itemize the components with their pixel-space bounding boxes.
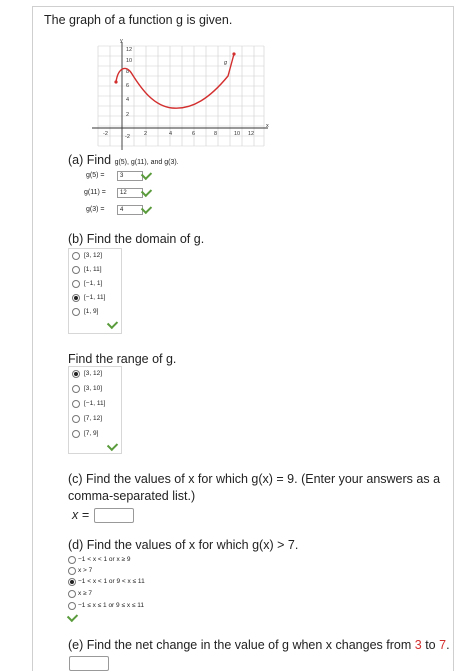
range-radio[interactable] <box>72 385 80 393</box>
range-radio[interactable] <box>72 400 80 408</box>
inequality-radio[interactable] <box>68 567 76 575</box>
part-e-title <box>68 638 450 652</box>
domain-radio-selected[interactable] <box>72 294 80 302</box>
x-tick-label: 4 <box>169 131 173 137</box>
inequality-radio[interactable] <box>68 590 76 598</box>
range-option-label: [−1, 11] <box>84 400 106 407</box>
range-title: Find the range of g. <box>68 352 177 366</box>
part-e-to-value: 7 <box>439 638 447 652</box>
part-a-title <box>68 153 179 167</box>
y-tick-label: -2 <box>125 134 130 140</box>
curve-label: g <box>224 60 228 66</box>
y-tick-label: 2 <box>126 112 130 118</box>
curve-endpoint <box>114 80 117 83</box>
part-a-label: (a) Find <box>68 153 112 167</box>
y-tick-label: 12 <box>126 47 133 53</box>
part-e-to-word: to <box>425 638 436 652</box>
x-tick-label: 10 <box>234 131 241 137</box>
g3-answer[interactable]: 4 <box>117 205 143 215</box>
g5-label: g(5) = <box>86 172 105 179</box>
y-tick-label: 8 <box>126 69 130 75</box>
x-axis-label: x <box>266 123 269 129</box>
y-tick-label: 10 <box>126 58 133 64</box>
range-option-label: [7, 12] <box>84 415 103 422</box>
y-tick-label: 4 <box>126 97 130 103</box>
domain-option-label: [3, 12] <box>84 252 103 259</box>
part-a-functions: g(5), g(11), and g(3). <box>114 159 179 166</box>
question-prompt: The graph of a function g is given. <box>44 13 233 27</box>
domain-option-label: [−1, 1] <box>84 280 103 287</box>
part-e-from-value: 3 <box>414 638 422 652</box>
y-tick-label: 6 <box>126 83 130 89</box>
inequality-option-label: −1 ≤ x ≤ 1 or 9 ≤ x ≤ 11 <box>78 602 144 609</box>
inequality-radio[interactable] <box>68 602 76 610</box>
g11-answer[interactable]: 12 <box>117 188 143 198</box>
domain-option-label: [−1, 11] <box>84 294 106 301</box>
x-tick-label: 12 <box>248 131 255 137</box>
part-e-end: . <box>446 638 450 652</box>
g3-label: g(3) = <box>86 206 105 213</box>
part-c-title: (c) Find the values of x for which g(x) = 9. (Enter your answers as a <box>68 472 441 486</box>
x-tick-label: 6 <box>192 131 196 137</box>
inequality-option-label: x ≥ 7 <box>78 590 93 597</box>
x-tick-label: 8 <box>214 131 218 137</box>
domain-radio[interactable] <box>72 266 80 274</box>
range-option-label: [7, 9] <box>84 430 99 437</box>
part-d-title: (d) Find the values of x for which g(x) > 7. <box>68 538 299 552</box>
domain-radio[interactable] <box>72 308 80 316</box>
range-option-label: [3, 10] <box>84 385 103 392</box>
inequality-radio[interactable] <box>68 556 76 564</box>
inequality-option-label: −1 < x < 1 or 9 < x ≤ 11 <box>78 578 145 585</box>
curve-g <box>116 54 234 108</box>
x-tick-label: 2 <box>144 131 148 137</box>
curve-endpoint <box>232 52 235 55</box>
inequality-option-label: −1 < x < 1 or x ≥ 9 <box>78 556 131 563</box>
domain-option-label: [1, 11] <box>84 266 102 273</box>
domain-radio[interactable] <box>72 252 80 260</box>
domain-radio[interactable] <box>72 280 80 288</box>
g5-answer[interactable]: 3 <box>117 171 143 181</box>
g11-label: g(11) = <box>84 189 106 196</box>
domain-option-label: [1, 9] <box>84 308 99 315</box>
part-c-answer-input[interactable] <box>94 508 134 523</box>
x-equals-label: x = <box>72 508 90 522</box>
x-tick-label: -2 <box>103 131 108 137</box>
range-option-label: [3, 12] <box>84 370 103 377</box>
function-graph <box>88 36 274 152</box>
part-e-answer-input[interactable] <box>69 656 109 671</box>
range-radio[interactable] <box>72 415 80 423</box>
inequality-radio-selected[interactable] <box>68 578 76 586</box>
part-c-title-line2: comma-separated list.) <box>68 489 196 503</box>
y-axis-label: y <box>120 38 123 44</box>
part-b-title: (b) Find the domain of g. <box>68 232 205 246</box>
range-radio[interactable] <box>72 430 80 438</box>
inequality-option-label: x > 7 <box>78 567 93 574</box>
range-radio-selected[interactable] <box>72 370 80 378</box>
part-e-text: (e) Find the net change in the value of g when x changes from <box>68 638 412 652</box>
